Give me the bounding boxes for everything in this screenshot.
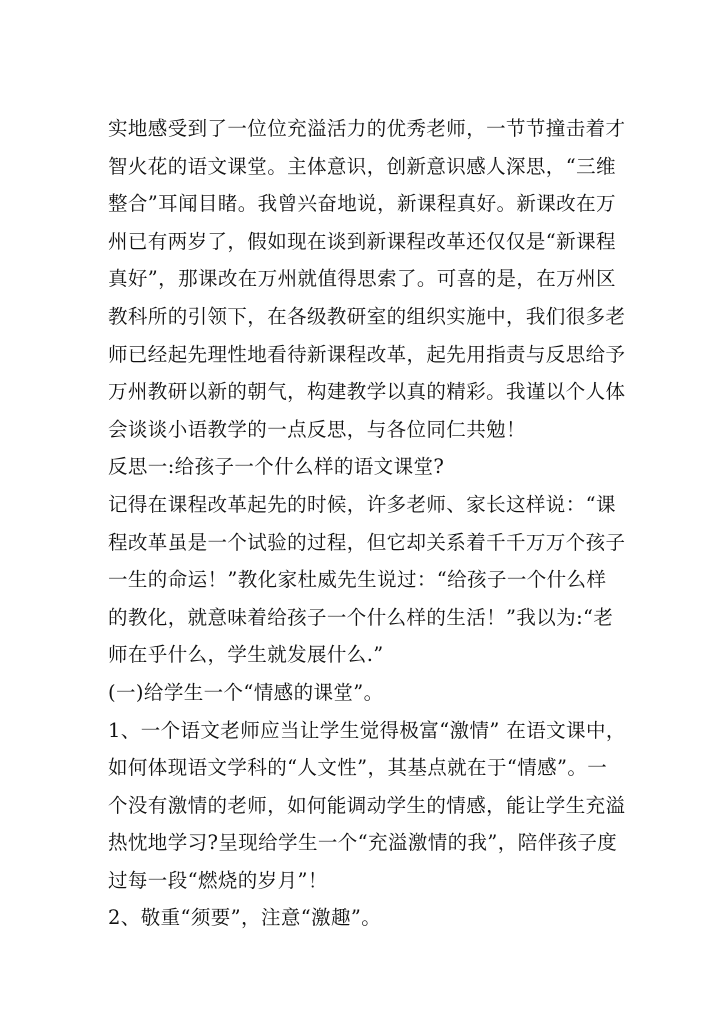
text-line: 2、敬重“须要”，注意“激趣”。: [108, 906, 382, 930]
text-line: 如何体现语文学科的“人文性”，其基点就在于“情感”。一: [108, 756, 608, 780]
text-line: 师已经起先理性地看待新课程改革，起先用指责与反思给予: [108, 342, 626, 366]
text-line: 整合”耳闻目睹。我曾兴奋地说，新课程真好。新课改在万: [108, 192, 616, 216]
text-line: 智火花的语文课堂。主体意识，创新意识感人深思，“三维: [108, 154, 616, 178]
text-line: 师在乎什么，学生就发展什么.”: [108, 643, 384, 667]
subsection-heading: (一)给学生一个“情感的课堂”。: [108, 680, 384, 704]
text-line: 记得在课程改革起先的时候，许多老师、家长这样说：“课: [108, 492, 616, 516]
text-line: 1、一个语文老师应当让学生觉得极富“激情” 在语文课中，: [108, 718, 626, 742]
section-heading: 反思一:给孩子一个什么样的语文课堂?: [108, 455, 445, 479]
text-line: 热忱地学习?呈现给学生一个“充溢激情的我”，陪伴孩子度: [108, 831, 618, 855]
text-line: 的教化，就意味着给孩子一个什么样的生活！”我以为:“老: [108, 605, 614, 629]
text-line: 教科所的引领下，在各级教研室的组织实施中，我们很多老: [108, 304, 626, 328]
text-line: 实地感受到了一位位充溢活力的优秀老师，一节节撞击着才: [108, 117, 626, 140]
text-line: 万州教研以新的朝气，构建教学以真的精彩。我谨以个人体: [108, 380, 626, 404]
text-line: 一生的命运！”教化家杜威先生说过：“给孩子一个什么样: [108, 568, 607, 592]
text-line: 个没有激情的老师，如何能调动学生的情感，能让学生充溢: [108, 793, 626, 817]
text-line: 程改革虽是一个试验的过程，但它却关系着千千万万个孩子: [108, 530, 626, 554]
text-line: 州已有两岁了，假如现在谈到新课程改革还仅仅是“新课程: [108, 229, 616, 253]
text-line: 真好”，那课改在万州就值得思索了。可喜的是，在万州区: [108, 267, 616, 291]
document-page: [108, 110, 628, 937]
text-line: 会谈谈小语教学的一点反思，与各位同仁共勉！: [108, 417, 526, 441]
text-line: 过每一段“燃烧的岁月”！: [108, 868, 328, 892]
